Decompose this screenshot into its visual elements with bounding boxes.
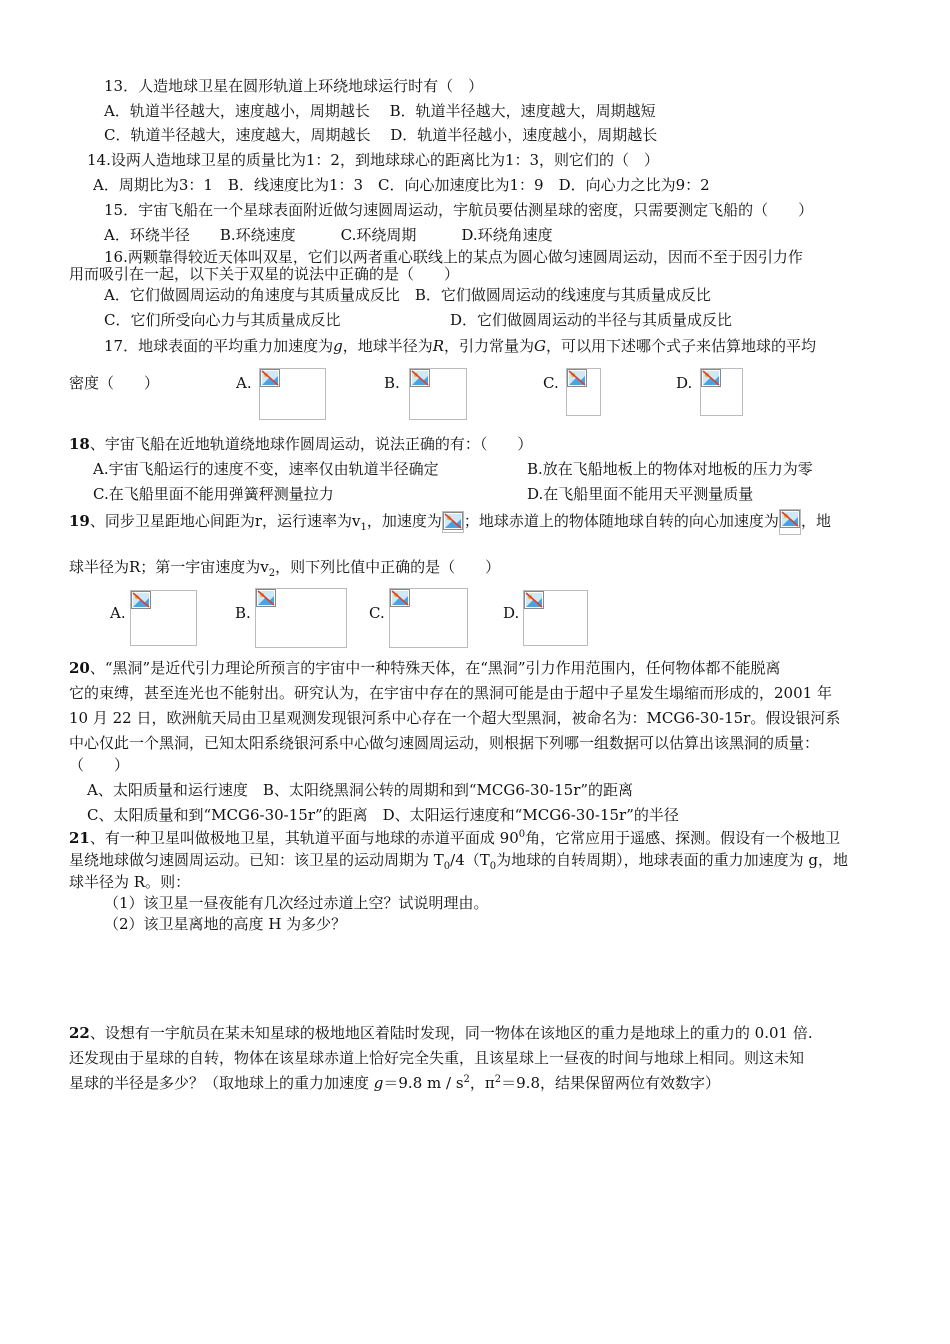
q20-line5: （ ） <box>69 756 130 774</box>
q17-formula-b-image <box>409 368 467 420</box>
q16-option-c: C．它们所受向心力与其质量成反比 <box>104 311 341 329</box>
q20-options-ab: A、太阳质量和运行速度 B、太阳绕黑洞公转的周期和到“MCG6-30-15r”的距离 <box>87 781 634 799</box>
q17-label-c: C. <box>543 374 559 392</box>
broken-image-icon <box>524 591 544 609</box>
q19-stem-line1: 19、同步卫星距地心间距为r，运行速率为$v_1$，加速度为 ；地球赤道上的物体随地球自转的向心加速度为 ，地 <box>69 509 831 535</box>
q20-line3: 10 月 22 日，欧洲航天局由卫星观测发现银河系中心存在一个超大型黑洞，被命名为：MCG6-30-15r。假设银河系 <box>69 709 841 727</box>
q13-stem: 13．人造地球卫星在圆形轨道上环绕地球运行时有（ ） <box>104 77 484 95</box>
q18-stem: 18、宇宙飞船在近地轨道绕地球作圆周运动，说法正确的有：（ ） <box>69 435 533 453</box>
q20-line2: 它的束缚，甚至连光也不能射出。研究认为，在宇宙中存在的黑洞可能是由于超中子星发生塌缩而形成的，2001 年 <box>69 684 832 702</box>
q17-formula-d-image <box>700 368 743 416</box>
q17-stem-line1: 17．地球表面的平均重力加速度为g，地球半径为R，引力常量为G，可以用下述哪个式子来估算地球的平均 <box>104 337 817 355</box>
q17-stem-line2: 密度（ ） <box>69 374 160 392</box>
q16-option-d: D．它们做圆周运动的半径与其质量成反比 <box>450 311 733 329</box>
q19-label-d: D. <box>503 604 520 622</box>
broken-image-icon <box>701 369 721 387</box>
q19-centripetal-accel-image <box>779 509 801 535</box>
q18-option-c: C.在飞船里面不能用弹簧秤测量拉力 <box>93 485 334 503</box>
q22-line2: 还发现由于星球的自转，物体在该星球赤道上恰好完全失重，且该星球上一昼夜的时间与地球上相同。则这未知 <box>69 1049 805 1067</box>
q19-option-b-image <box>255 588 347 648</box>
q15-stem: 15．宇宙飞船在一个星球表面附近做匀速圆周运动，宇航员要估测星球的密度，只需要测定飞船的（ ） <box>104 201 814 219</box>
broken-image-icon <box>256 589 276 607</box>
broken-image-icon <box>131 591 151 609</box>
q17-label-d: D. <box>676 374 693 392</box>
q13-options-ab: A．轨道半径越大，速度越小，周期越长 B．轨道半径越大，速度越大，周期越短 <box>104 102 656 120</box>
broken-image-icon <box>780 510 800 528</box>
q15-options: A．环绕半径 B.环绕速度 C.环绕周期 D.环绕角速度 <box>104 226 553 244</box>
q19-label-c: C. <box>369 604 385 622</box>
q19-option-c-image <box>389 588 468 648</box>
q20-line1: 20、“黑洞”是近代引力理论所预言的宇宙中一种特殊天体，在“黑洞”引力作用范围内，任何物体都不能脱离 <box>69 659 781 677</box>
q21-line2: 星绕地球做匀速圆周运动。已知：该卫星的运动周期为 $T_0/4(T_0$为地球的自转周期），地球表面的重力加速度为 g，地 <box>69 851 849 872</box>
q13-options-cd: C．轨道半径越大，速度越大，周期越长 D．轨道半径越小，速度越小，周期越长 <box>104 126 658 144</box>
broken-image-icon <box>443 512 463 530</box>
q19-label-b: B. <box>235 604 251 622</box>
q19-label-a: A. <box>110 604 126 622</box>
broken-image-icon <box>410 369 430 387</box>
q21-part2: （2）该卫星离地的高度 H 为多少？ <box>104 915 347 933</box>
q14-options: A．周期比为3：1 B．线速度比为1：3 C．向心加速度比为1：9 D．向心力之比为9：2 <box>93 176 710 194</box>
q16-options-ab: A．它们做圆周运动的角速度与其质量成反比 B．它们做圆周运动的线速度与其质量成反比 <box>104 286 711 304</box>
q22-line3: 星球的半径是多少？（取地球上的重力加速度 g＝9.8 m / $s^2$，$\pi^2=9.8$，结果保留两位有效数字） <box>69 1074 720 1092</box>
q21-line3: 球半径为 R。则： <box>69 873 191 891</box>
q19-accel-image <box>442 511 464 533</box>
q20-line4: 中心仅此一个黑洞，已知太阳系绕银河系中心做匀速圆周运动，则根据下列哪一组数据可以估算出该黑洞的质量： <box>69 734 820 752</box>
q17-formula-c-image <box>566 368 601 416</box>
q19-stem-line2: 球半径为R；第一宇宙速度为$v_2$，则下列比值中正确的是（ ） <box>69 558 501 579</box>
q17-label-a: A. <box>236 374 252 392</box>
q16-stem-line1: 16.两颗靠得较近天体叫双星，它们以两者重心联线上的某点为圆心做匀速圆周运动，因而不至于因引力作 <box>104 248 803 266</box>
q21-line1: 21、有一种卫星叫做极地卫星，其轨道平面与地球的赤道平面成 $90^0$角，它常应用于遥感、探测。假设有一个极地卫 <box>69 829 841 847</box>
broken-image-icon <box>390 589 410 607</box>
q17-formula-a-image <box>259 368 326 420</box>
q19-option-d-image <box>523 590 588 646</box>
q18-option-d: D.在飞船里面不能用天平测量质量 <box>527 485 754 503</box>
broken-image-icon <box>260 369 280 387</box>
broken-image-icon <box>567 369 587 387</box>
q21-part1: （1）该卫星一昼夜能有几次经过赤道上空？试说明理由。 <box>104 894 489 912</box>
q17-label-b: B. <box>384 374 400 392</box>
q18-option-a: A.宇宙飞船运行的速度不变，速率仅由轨道半径确定 <box>93 460 439 478</box>
q16-stem-line2: 用而吸引在一起，以下关于双星的说法中正确的是（ ） <box>69 265 460 283</box>
q22-line1: 22、设想有一宇航员在某未知星球的极地地区着陆时发现，同一物体在该地区的重力是地球上的重力的 0.01 倍. <box>69 1024 813 1042</box>
q19-option-a-image <box>130 590 197 646</box>
q18-option-b: B.放在飞船地板上的物体对地板的压力为零 <box>527 460 813 478</box>
q20-options-cd: C、太阳质量和到“MCG6-30-15r”的距离 D、太阳运行速度和“MCG6-30-15r”的半径 <box>87 806 679 824</box>
q14-stem: 14.设两人造地球卫星的质量比为1：2，到地球球心的距离比为1：3，则它们的（ ） <box>87 151 660 169</box>
